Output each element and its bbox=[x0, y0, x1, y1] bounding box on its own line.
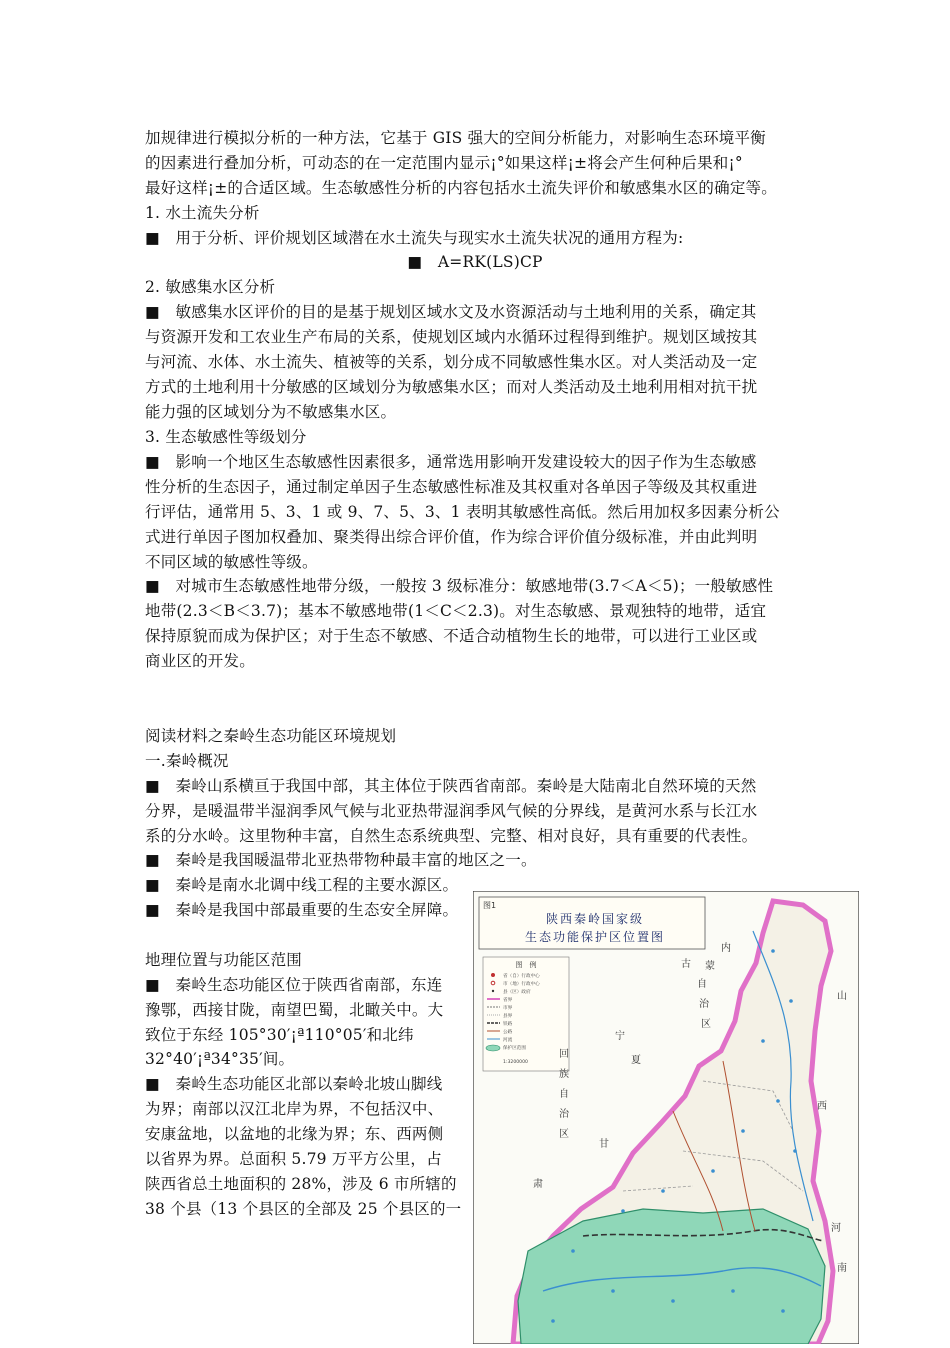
paragraph-line: 安康盆地，以盆地的北缘为界；东、西两侧 bbox=[145, 1125, 444, 1143]
region-label: 宁 bbox=[615, 1031, 625, 1042]
legend-item: 县界 bbox=[503, 1014, 513, 1019]
subsection-title-geography: 地理位置与功能区范围 bbox=[145, 951, 303, 969]
paragraph-line: 32°40′¡ª34°35′间。 bbox=[145, 1050, 295, 1068]
paragraph-line: 分界，是暖温带半湿润季风气候与北亚热带湿润季风气候的分界线，是黄河水系与长江水 bbox=[145, 802, 758, 820]
region-label: 内 bbox=[721, 943, 731, 954]
qinling-map-figure bbox=[473, 891, 859, 1344]
region-label: 肃 bbox=[533, 1179, 543, 1190]
paragraph-line: 式进行单因子图加权叠加、聚类得出综合评价值，作为综合评价值分级标准，并由此判明 bbox=[145, 528, 758, 546]
paragraph-line: 为界；南部以汉江北岸为界，不包括汉中、 bbox=[145, 1100, 444, 1118]
region-label: 区 bbox=[701, 1019, 711, 1030]
paragraph-line: 以省界为界。总面积 5.79 万平方公里，占 bbox=[145, 1150, 442, 1168]
paragraph-line: 不同区域的敏感性等级。 bbox=[145, 553, 318, 571]
region-label: 自 bbox=[559, 1089, 569, 1100]
bullet-item: ■ 秦岭是南水北调中线工程的主要水源区。 bbox=[145, 876, 459, 894]
paragraph-line: ■ 用于分析、评价规划区域潜在水土流失与现实水土流失状况的通用方程为: bbox=[145, 229, 684, 247]
region-label: 蒙 bbox=[705, 961, 715, 972]
paragraph-line: ■ 影响一个地区生态敏感性因素很多，通常选用影响开发建设较大的因子作为生态敏感 bbox=[145, 453, 757, 471]
paragraph-line: 最好这样¡±的合适区域。生态敏感性分析的内容包括水土流失评价和敏感集水区的确定等。 bbox=[145, 179, 777, 197]
region-label: 南 bbox=[837, 1263, 847, 1274]
region-label: 古 bbox=[681, 959, 691, 970]
paragraph-line: 方式的土地利用十分敏感的区域划分为敏感集水区；而对人类活动及土地利用相对抗干扰 bbox=[145, 378, 758, 396]
subsection-title-overview: 一.秦岭概况 bbox=[145, 752, 229, 770]
legend-item: 省（自）行政中心 bbox=[503, 974, 540, 979]
paragraph-line: ■ 敏感集水区评价的目的是基于规划区域水文及水资源活动与土地利用的关系，确定其 bbox=[145, 303, 757, 321]
map-title-line1: 陕西秦岭国家级 bbox=[545, 912, 645, 926]
region-label: 族 bbox=[559, 1069, 569, 1080]
legend-item: 市（地）行政中心 bbox=[503, 982, 540, 987]
legend-item: 保护区范围 bbox=[503, 1046, 526, 1051]
map-title-line2: 生态功能保护区位置图 bbox=[524, 930, 666, 944]
paragraph-line: ■ 对城市生态敏感性地带分级，一般按 3 级标准分：敏感地带(3.7＜A＜5)；一般敏感性 bbox=[145, 577, 774, 595]
map-legend-title: 图 例 bbox=[515, 961, 537, 969]
paragraph-line: ■ 秦岭山系横亘于我国中部，其主体位于陕西省南部。秦岭是大陆南北自然环境的天然 bbox=[145, 777, 757, 795]
paragraph-line: 能力强的区域划分为不敏感集水区。 bbox=[145, 403, 397, 421]
paragraph-line: 陕西省总土地面积的 28%，涉及 6 市所辖的 bbox=[145, 1175, 457, 1193]
formula-usle: ■ A=RK(LS)CP bbox=[407, 253, 543, 271]
region-label: 山 bbox=[837, 991, 847, 1002]
region-label: 甘 bbox=[599, 1139, 609, 1150]
map-svg bbox=[473, 891, 859, 1344]
paragraph-line: 与河流、水体、水土流失、植被等的关系，划分成不同敏感性集水区。对人类活动及一定 bbox=[145, 353, 758, 371]
region-label: 河 bbox=[831, 1223, 841, 1234]
paragraph-line: ■ 秦岭生态功能区北部以秦岭北坡山脚线 bbox=[145, 1075, 443, 1093]
paragraph-line: 38 个县（13 个县区的全部及 25 个县区的一 bbox=[145, 1200, 462, 1218]
region-label: 区 bbox=[559, 1129, 569, 1140]
bullet-item: ■ 秦岭是我国中部最重要的生态安全屏障。 bbox=[145, 901, 459, 919]
legend-item: 市界 bbox=[503, 1006, 513, 1011]
legend-item: 省界 bbox=[503, 998, 513, 1003]
section-heading-soil-erosion: 1. 水土流失分析 bbox=[145, 204, 260, 222]
reading-material-title: 阅读材料之秦岭生态功能区环境规划 bbox=[145, 727, 397, 745]
paragraph-line: 的因素进行叠加分析，可动态的在一定范围内显示¡°如果这样¡±将会产生何种后果和¡° bbox=[145, 154, 743, 172]
legend-item: 县（区）政府 bbox=[503, 990, 531, 995]
paragraph-line: 致位于东经 105°30′¡ª110°05′和北纬 bbox=[145, 1026, 414, 1044]
paragraph-line: 豫鄂，西接甘陇，南望巴蜀，北瞰关中。大 bbox=[145, 1001, 444, 1019]
legend-item: 公路 bbox=[503, 1030, 513, 1035]
bullet-item: ■ 秦岭是我国暖温带北亚热带物种最丰富的地区之一。 bbox=[145, 851, 537, 869]
paragraph-line: 地带(2.3＜B＜3.7)；基本不敏感地带(1＜C＜2.3)。对生态敏感、景观独特的地带，适宜 bbox=[145, 602, 767, 620]
paragraph-line: 保持原貌而成为保护区；对于生态不敏感、不适合动植物生长的地带，可以进行工业区或 bbox=[145, 627, 758, 645]
paragraph-line: 与资源开发和工农业生产布局的关系，使规划区域内水循环过程得到维护。规划区域按其 bbox=[145, 328, 758, 346]
region-label: 治 bbox=[559, 1109, 569, 1120]
region-label: 西 bbox=[817, 1101, 827, 1112]
region-label: 夏 bbox=[631, 1055, 641, 1066]
paragraph-line: 性分析的生态因子，通过制定单因子生态敏感性标准及其权重对各单因子等级及其权重进 bbox=[145, 478, 758, 496]
map-fig-label: 图1 bbox=[483, 901, 497, 910]
region-label: 自 bbox=[697, 979, 707, 990]
paragraph-line: ■ 秦岭生态功能区位于陕西省南部，东连 bbox=[145, 976, 443, 994]
region-label: 回 bbox=[559, 1049, 569, 1060]
legend-item: 铁路 bbox=[503, 1022, 513, 1027]
paragraph-line: 系的分水岭。这里物种丰富，自然生态系统典型、完整、相对良好，具有重要的代表性。 bbox=[145, 827, 758, 845]
section-heading-watershed: 2. 敏感集水区分析 bbox=[145, 278, 276, 296]
section-heading-sensitivity: 3. 生态敏感性等级划分 bbox=[145, 428, 307, 446]
paragraph-line: 加规律进行模拟分析的一种方法，它基于 GIS 强大的空间分析能力，对影响生态环境平衡 bbox=[145, 129, 766, 147]
map-scale: 1:3200000 bbox=[503, 1060, 528, 1065]
paragraph-line: 商业区的开发。 bbox=[145, 652, 255, 670]
region-label: 治 bbox=[699, 999, 709, 1010]
legend-item: 河流 bbox=[503, 1038, 513, 1043]
paragraph-line: 行评估，通常用 5、3、1 或 9、7、5、3、1 表明其敏感性高低。然后用加权多因素分析公 bbox=[145, 503, 780, 521]
